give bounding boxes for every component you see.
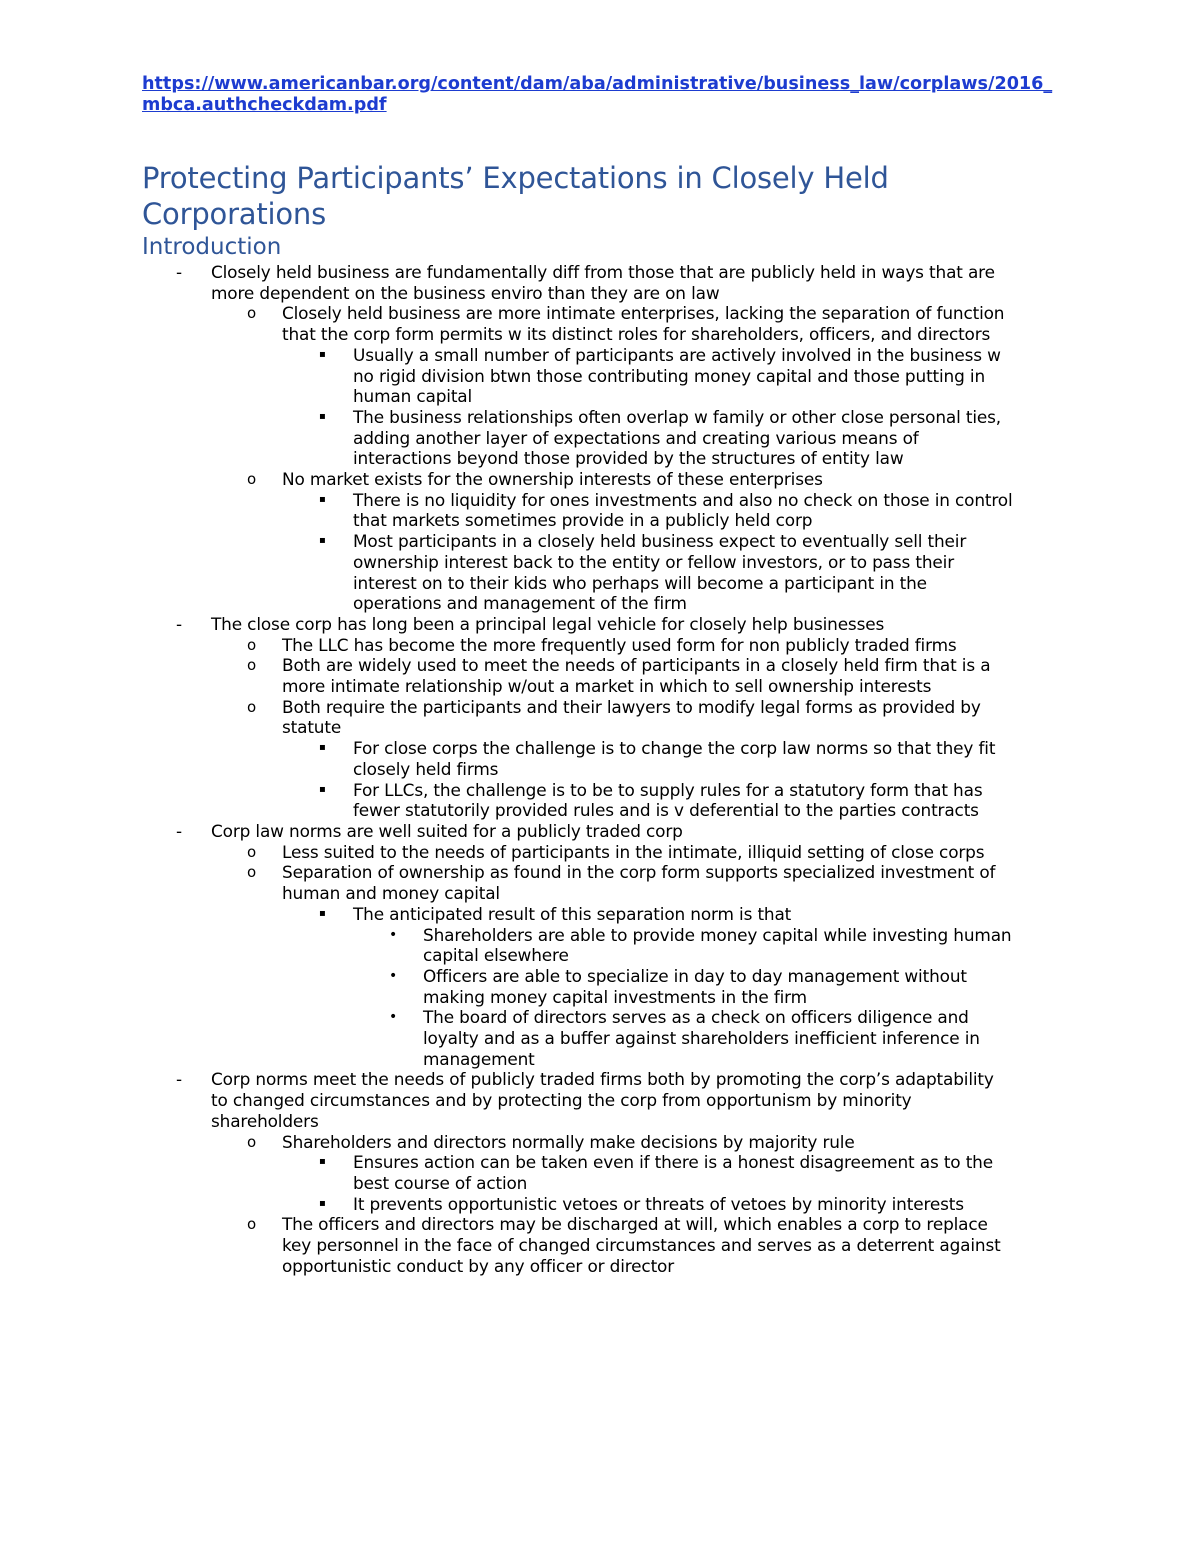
- bullet-marker-icon: o: [247, 1132, 257, 1151]
- list-item: [142, 925, 1062, 966]
- list-item-text: interactions beyond those provided by the structures of entity law: [353, 448, 904, 469]
- bullet-marker-icon: ▪: [319, 907, 326, 919]
- bullet-marker-icon: ▪: [319, 1197, 326, 1209]
- list-item-text: Shareholders and directors normally make decisions by majority rule: [282, 1131, 855, 1152]
- section-heading-introduction: Introduction: [142, 234, 282, 260]
- list-item-text: management: [423, 1048, 535, 1069]
- list-item-text: The LLC has become the more frequently used form for non publicly traded firms: [282, 634, 957, 655]
- list-item-text: interest on to their kids who perhaps will become a participant in the: [353, 572, 927, 593]
- list-item-text: No market exists for the ownership interests of these enterprises: [282, 469, 823, 490]
- bullet-marker-icon: o: [247, 470, 257, 489]
- bullet-marker-icon: o: [247, 635, 257, 654]
- bullet-marker-icon: -: [176, 613, 182, 634]
- bullet-marker-icon: •: [389, 1009, 398, 1026]
- bullet-marker-icon: ▪: [319, 535, 326, 547]
- list-item: [142, 262, 1062, 303]
- list-item-text: best course of action: [353, 1172, 528, 1193]
- list-item: [142, 1152, 1062, 1193]
- bullet-outline: [142, 262, 1062, 1276]
- list-item: [142, 780, 1062, 821]
- source-link-line[interactable]: https://www.americanbar.org/content/dam/aba/administrative/business_law/corplaws/2016_: [142, 74, 1053, 94]
- list-item-text: that the corp form permits w its distinct roles for shareholders, officers, and directors: [282, 324, 991, 345]
- list-item-text: Most participants in a closely held business expect to eventually sell their: [353, 531, 967, 552]
- list-item-text: capital elsewhere: [423, 945, 569, 966]
- bullet-marker-icon: ▪: [319, 1156, 326, 1168]
- list-item: [142, 469, 1062, 490]
- list-item-text: no rigid division btwn those contributing money capital and those putting in: [353, 365, 985, 386]
- list-item: [142, 904, 1062, 925]
- list-item-text: Ensures action can be taken even if there is a honest disagreement as to the: [353, 1152, 993, 1173]
- list-item-text: Separation of ownership as found in the corp form supports specialized investment of: [282, 862, 996, 883]
- list-item: [142, 821, 1062, 842]
- bullet-marker-icon: ▪: [319, 348, 326, 360]
- bullet-marker-icon: o: [247, 656, 257, 675]
- list-item-text: It prevents opportunistic vetoes or threats of vetoes by minority interests: [353, 1193, 964, 1214]
- list-item-text: loyalty and as a buffer against shareholders inefficient inference in: [423, 1028, 980, 1049]
- bullet-marker-icon: •: [389, 967, 398, 984]
- list-item: [142, 407, 1062, 469]
- list-item-text: The anticipated result of this separation norm is that: [353, 903, 792, 924]
- list-item-text: The close corp has long been a principal legal vehicle for closely help businesses: [211, 613, 885, 634]
- list-item-text: Usually a small number of participants are actively involved in the business w: [353, 344, 1001, 365]
- list-item: [142, 697, 1062, 738]
- document-page: [142, 74, 1062, 1276]
- list-item: [142, 614, 1062, 635]
- list-item-text: to changed circumstances and by protecting the corp from opportunism by minority: [211, 1090, 912, 1111]
- list-item-text: Closely held business are more intimate enterprises, lacking the separation of function: [282, 303, 1005, 324]
- list-item: [142, 1007, 1062, 1069]
- list-item-text: The business relationships often overlap w family or other close personal ties,: [353, 406, 1001, 427]
- bullet-marker-icon: o: [247, 863, 257, 882]
- list-item-text: more intimate relationship w/out a market in which to sell ownership interests: [282, 676, 932, 697]
- list-item-text: Corp law norms are well suited for a publicly traded corp: [211, 820, 683, 841]
- list-item: [142, 1194, 1062, 1215]
- list-item-text: that markets sometimes provide in a publicly held corp: [353, 510, 813, 531]
- bullet-marker-icon: ▪: [319, 493, 326, 505]
- source-link[interactable]: [142, 74, 1062, 116]
- bullet-marker-icon: ▪: [319, 410, 326, 422]
- list-item-text: Less suited to the needs of participants in the intimate, illiquid setting of close corps: [282, 841, 985, 862]
- list-item: [142, 738, 1062, 779]
- bullet-marker-icon: o: [247, 304, 257, 323]
- list-item-text: opportunistic conduct by any officer or director: [282, 1255, 675, 1276]
- list-item-text: more dependent on the business enviro than they are on law: [211, 282, 720, 303]
- list-item-text: human and money capital: [282, 883, 500, 904]
- list-item: [142, 345, 1062, 407]
- bullet-marker-icon: -: [176, 1069, 182, 1090]
- list-item: [142, 531, 1062, 614]
- list-item-text: For close corps the challenge is to change the corp law norms so that they fit: [353, 738, 996, 759]
- bullet-marker-icon: •: [389, 926, 398, 943]
- list-item-text: The officers and directors may be discharged at will, which enables a corp to replace: [282, 1214, 988, 1235]
- list-item-text: Corp norms meet the needs of publicly traded firms both by promoting the corp’s adaptability: [211, 1069, 994, 1090]
- list-item-text: shareholders: [211, 1110, 319, 1131]
- list-item-text: Closely held business are fundamentally diff from those that are publicly held in ways that are: [211, 262, 995, 282]
- bullet-marker-icon: ▪: [319, 742, 326, 754]
- bullet-marker-icon: -: [176, 262, 182, 282]
- list-item-text: Both are widely used to meet the needs of participants in a closely held firm that is a: [282, 655, 991, 676]
- bullet-marker-icon: -: [176, 820, 182, 841]
- list-item-text: There is no liquidity for ones investments and also no check on those in control: [353, 489, 1013, 510]
- list-item: [142, 862, 1062, 903]
- list-item-text: Shareholders are able to provide money capital while investing human: [423, 924, 1012, 945]
- list-item: [142, 1132, 1062, 1153]
- list-item-text: statute: [282, 717, 342, 738]
- list-item: [142, 490, 1062, 531]
- list-item-text: human capital: [353, 386, 473, 407]
- list-item: [142, 1069, 1062, 1131]
- list-item: [142, 966, 1062, 1007]
- bullet-marker-icon: o: [247, 697, 257, 716]
- list-item-text: fewer statutorily provided rules and is v deferential to the parties contracts: [353, 800, 979, 821]
- source-link-line[interactable]: mbca.authcheckdam.pdf: [142, 95, 387, 115]
- list-item: [142, 635, 1062, 656]
- list-item-text: Both require the participants and their lawyers to modify legal forms as provided by: [282, 696, 981, 717]
- list-item-text: For LLCs, the challenge is to be to supply rules for a statutory form that has: [353, 779, 983, 800]
- list-item: [142, 1214, 1062, 1276]
- list-item: [142, 303, 1062, 344]
- list-item: [142, 655, 1062, 696]
- list-item-text: operations and management of the firm: [353, 593, 687, 614]
- list-item-text: The board of directors serves as a check on officers diligence and: [423, 1007, 969, 1028]
- list-item-text: closely held firms: [353, 758, 499, 779]
- list-item-text: key personnel in the face of changed circumstances and serves as a deterrent against: [282, 1235, 1001, 1256]
- list-item: [142, 842, 1062, 863]
- bullet-marker-icon: o: [247, 1215, 257, 1234]
- bullet-marker-icon: ▪: [319, 783, 326, 795]
- list-item-text: ownership interest back to the entity or fellow investors, or to pass their: [353, 551, 955, 572]
- list-item-text: adding another layer of expectations and creating various means of: [353, 427, 919, 448]
- bullet-marker-icon: o: [247, 842, 257, 861]
- document-title: Protecting Participants’ Expectations in Closely Held Corporations: [142, 161, 889, 231]
- list-item-text: making money capital investments in the firm: [423, 986, 807, 1007]
- list-item-text: Officers are able to specialize in day to day management without: [423, 965, 967, 986]
